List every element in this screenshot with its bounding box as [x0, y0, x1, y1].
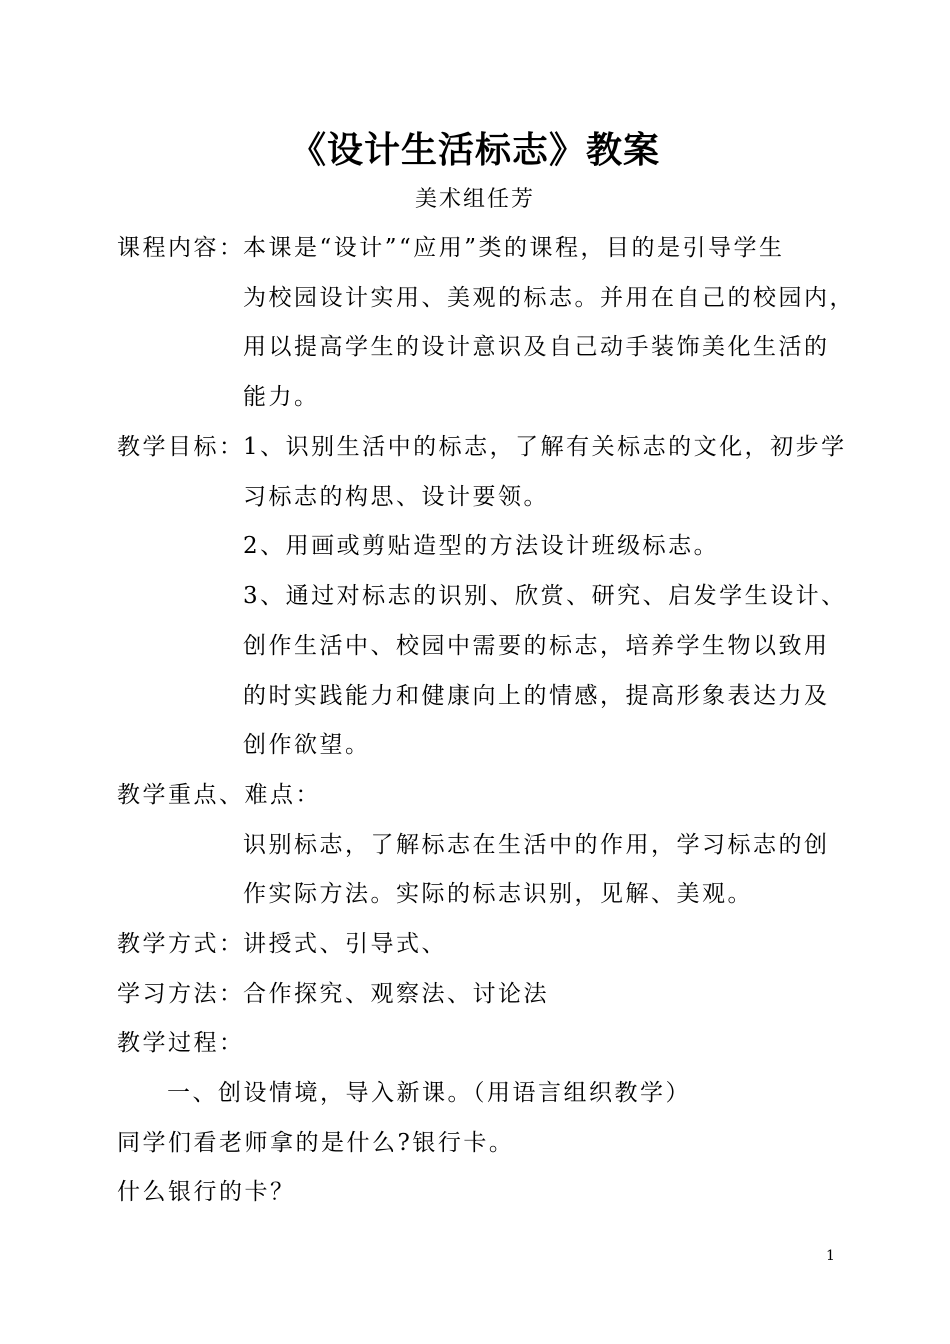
- page-number: 1: [826, 1248, 835, 1264]
- teaching-goals-line-4: 3、通过对标志的识别、欣赏、研究、启发学生设计、: [243, 583, 847, 609]
- teaching-goals-line-3: 2、用画或剪贴造型的方法设计班级标志。: [243, 533, 720, 559]
- teaching-goals-line-7: 创作欲望。: [243, 732, 371, 758]
- course-content-line-2: 为校园设计实用、美观的标志。并用在自己的校园内，: [243, 285, 855, 311]
- key-points-line-1: 识别标志，了解标志在生活中的作用，学习标志的创: [243, 832, 830, 858]
- learning-method-label: 学习方法：: [117, 981, 245, 1007]
- key-points-line-2: 作实际方法。实际的标志识别，见解、美观。: [243, 881, 753, 907]
- document-author: 美术组任芳: [414, 187, 535, 212]
- course-content-label: 课程内容：: [117, 235, 245, 261]
- teaching-goals-line-5: 创作生活中、校园中需要的标志，培养学生物以致用: [243, 633, 830, 659]
- process-line-1: 同学们看老师拿的是什么?银行卡。: [117, 1130, 515, 1156]
- course-content-line-4: 能力。: [243, 384, 320, 410]
- process-label: 教学过程：: [117, 1030, 245, 1056]
- process-line-2: 什么银行的卡？: [117, 1179, 296, 1205]
- course-content-line-3: 用以提高学生的设计意识及自己动手装饰美化生活的: [243, 334, 830, 360]
- teaching-method-label: 教学方式：: [117, 931, 245, 957]
- learning-method-value: 合作探究、观察法、讨论法: [243, 981, 549, 1007]
- document-title: 《设计生活标志》教案: [289, 129, 660, 171]
- teaching-goals-line-2: 习标志的构思、设计要领。: [243, 484, 549, 510]
- teaching-method-value: 讲授式、引导式、: [243, 931, 447, 957]
- teaching-goals-label: 教学目标：: [117, 434, 245, 460]
- course-content-line-1: 本课是“设计”“应用”类的课程，目的是引导学生: [243, 235, 785, 261]
- teaching-goals-line-1: 1、识别生活中的标志，了解有关标志的文化，初步学: [243, 434, 847, 460]
- key-points-label: 教学重点、难点：: [117, 782, 321, 808]
- teaching-goals-line-6: 的时实践能力和健康向上的情感，提高形象表达力及: [243, 683, 830, 709]
- process-step-1: 一、创设情境，导入新课。（用语言组织教学）: [167, 1080, 691, 1106]
